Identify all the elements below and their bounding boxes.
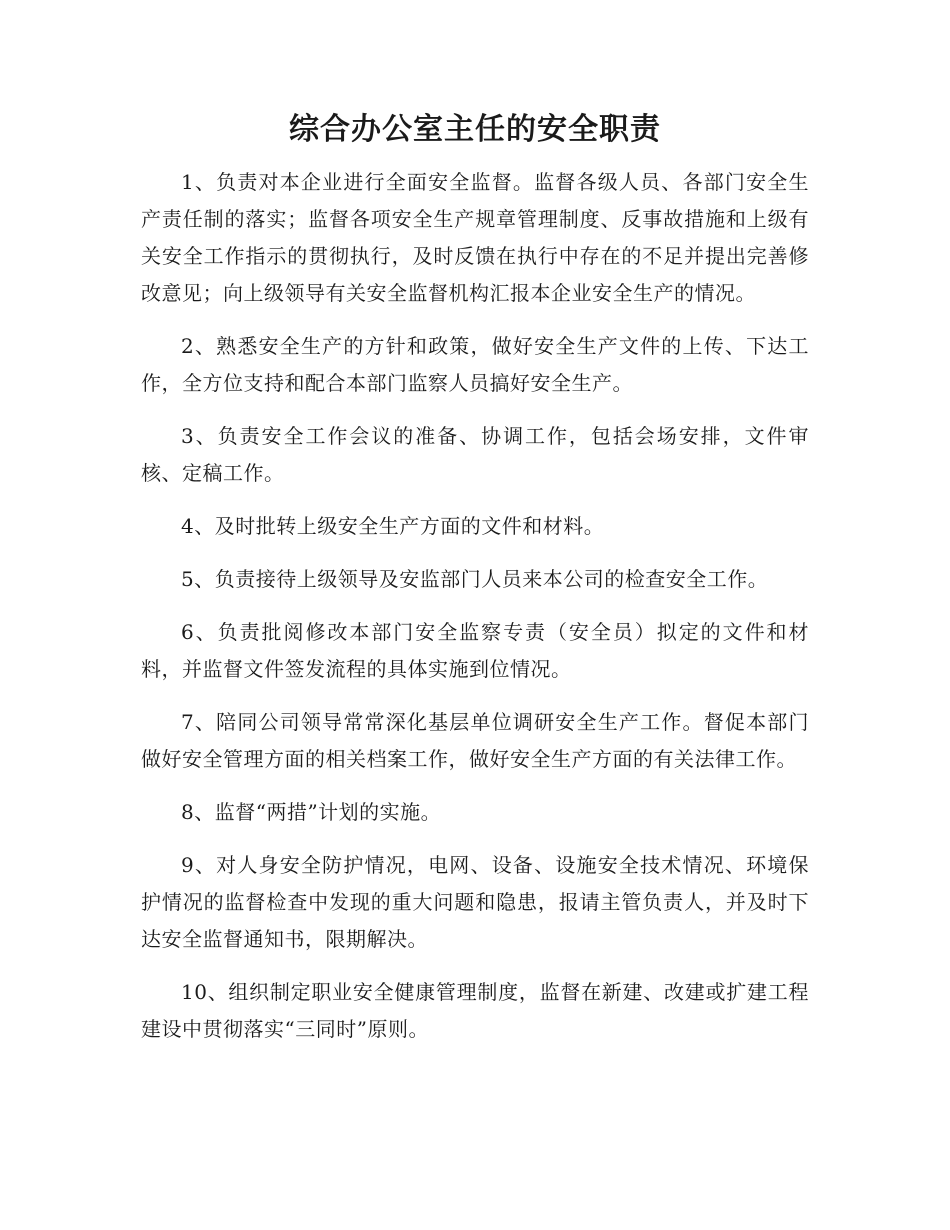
paragraph-1: 1、负责对本企业进行全面安全监督。监督各级人员、各部门安全生产责任制的落实；监督各项安全生产规章管理制度、反事故措施和上级有关安全工作指示的贯彻执行，及时反馈在执行中存在的不足并提出完善修改意见；向上级领导有关安全监督机构汇报本企业安全生产的情况。 — [141, 170, 809, 305]
paragraph-6: 6、负责批阅修改本部门安全监察专责（安全员）拟定的文件和材料，并监督文件签发流程的具体实施到位情况。 — [141, 620, 809, 681]
paragraph-9: 9、对人身安全防护情况，电网、设备、设施安全技术情况、环境保护情况的监督检查中发现的重大问题和隐患，报请主管负责人，并及时下达安全监督通知书，限期解决。 — [141, 853, 809, 951]
paragraph-2: 2、熟悉安全生产的方针和政策，做好安全生产文件的上传、下达工作，全方位支持和配合本部门监察人员搞好安全生产。 — [141, 334, 809, 395]
paragraph-8: 8、监督“两措”计划的实施。 — [181, 800, 442, 824]
paragraph-7: 7、陪同公司领导常常深化基层单位调研安全生产工作。督促本部门做好安全管理方面的相关档案工作，做好安全生产方面的有关法律工作。 — [141, 710, 809, 771]
document-body — [141, 164, 809, 1064]
paragraph-10: 10、组织制定职业安全健康管理制度，监督在新建、改建或扩建工程建设中贯彻落实“三同时”原则。 — [141, 980, 809, 1041]
document-title: 综合办公室主任的安全职责 — [289, 112, 661, 147]
paragraph-3: 3、负责安全工作会议的准备、协调工作，包括会场安排，文件审核、定稿工作。 — [141, 424, 809, 485]
paragraph-5: 5、负责接待上级领导及安监部门人员来本公司的检查安全工作。 — [181, 567, 769, 591]
paragraph-4: 4、及时批转上级安全生产方面的文件和材料。 — [181, 514, 605, 538]
